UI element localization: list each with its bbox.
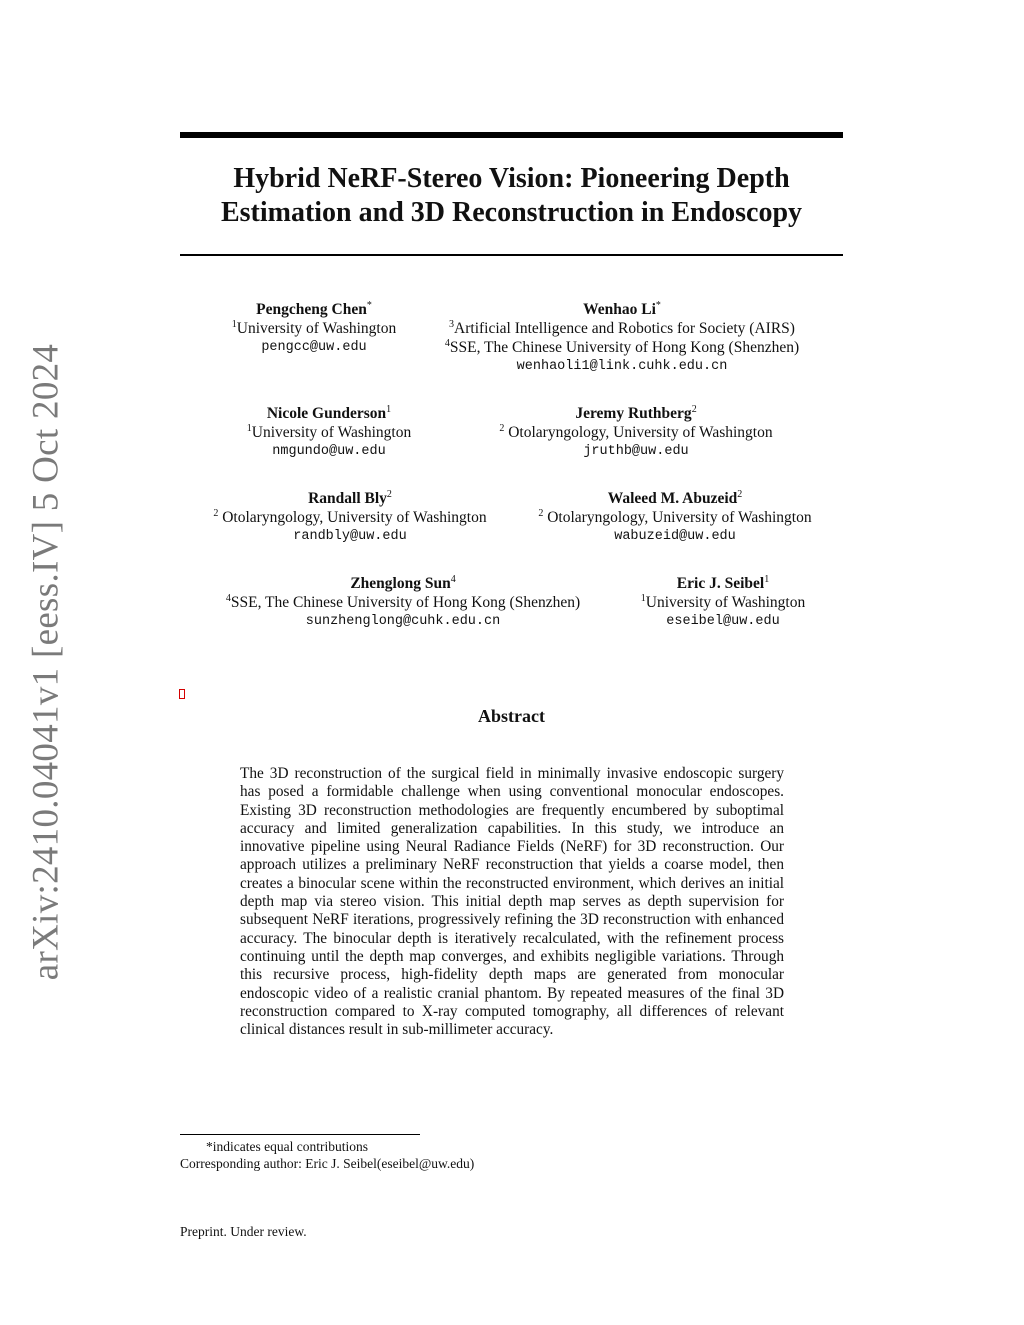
author-block	[193, 574, 613, 631]
affiliation-number: 1	[246, 422, 252, 434]
author-affiliation: University of Washington	[645, 594, 806, 611]
author-mark: 1	[764, 573, 770, 585]
affiliation-number: 2	[538, 507, 544, 519]
author-block	[515, 489, 835, 546]
author-name: Eric J. Seibel	[676, 575, 765, 592]
author-email: pengcc@uw.edu	[261, 340, 367, 355]
author-email: wenhaoli1@link.cuhk.edu.cn	[516, 359, 728, 374]
footnote-equal-contribution: *indicates equal contributions	[206, 1139, 368, 1154]
author-name: Nicole Gunderson	[266, 405, 387, 422]
title-bottom-rule	[180, 254, 843, 256]
author-affiliation: University of Washington	[251, 424, 412, 441]
author-block	[219, 404, 439, 461]
author-affiliation: Artificial Intelligence and Robotics for Society (AIRS)	[454, 320, 795, 337]
author-affiliation: SSE, The Chinese University of Hong Kong (Shenzhen)	[449, 339, 800, 356]
affiliation-number: 4	[444, 337, 450, 349]
title-top-rule	[180, 132, 843, 138]
link-annotation-marker	[179, 689, 185, 699]
affiliation-number: 2	[213, 507, 219, 519]
author-mark: *	[655, 299, 661, 311]
footnote-rule	[180, 1134, 420, 1135]
author-mark: 1	[386, 403, 392, 415]
affiliation-number: 1	[231, 318, 237, 330]
author-name: Pengcheng Chen	[256, 301, 367, 318]
affiliation-number: 3	[449, 318, 455, 330]
author-mark: 2	[737, 488, 743, 500]
author-block	[618, 574, 828, 631]
author-block	[412, 300, 832, 376]
arxiv-identifier: arXiv:2410.04041v1 [eess.IV] 5 Oct 2024	[25, 343, 67, 981]
author-block	[190, 489, 510, 546]
author-email: wabuzeid@uw.edu	[614, 529, 736, 544]
author-name: Waleed M. Abuzeid	[607, 490, 738, 507]
affiliation-number: 1	[640, 592, 646, 604]
author-affiliation: Otolaryngology, University of Washington	[218, 509, 487, 526]
preprint-notice: Preprint. Under review.	[180, 1224, 307, 1239]
affiliation-number: 4	[225, 592, 231, 604]
author-mark: 2	[386, 488, 392, 500]
author-affiliation: Otolaryngology, University of Washington	[504, 424, 773, 441]
author-mark: 4	[450, 573, 456, 585]
author-affiliation: University of Washington	[236, 320, 397, 337]
author-email: sunzhenglong@cuhk.edu.cn	[305, 614, 501, 629]
author-name: Jeremy Ruthberg	[575, 405, 692, 422]
author-affiliation: Otolaryngology, University of Washington	[543, 509, 812, 526]
author-name: Zhenglong Sun	[350, 575, 451, 592]
author-name: Randall Bly	[308, 490, 387, 507]
abstract-heading: Abstract	[478, 706, 545, 726]
author-email: nmgundo@uw.edu	[272, 444, 386, 459]
author-block	[209, 300, 419, 357]
author-email: jruthb@uw.edu	[583, 444, 689, 459]
paper-title: Hybrid NeRF-Stereo Vision: Pioneering Depth Estimation and 3D Reconstruction in Endoscopy	[220, 163, 803, 228]
footnote-corresponding-author: Corresponding author: Eric J. Seibel(eseibel@uw.edu)	[180, 1156, 475, 1171]
author-email: randbly@uw.edu	[293, 529, 407, 544]
affiliation-number: 2	[499, 422, 505, 434]
author-mark: *	[366, 299, 372, 311]
abstract-text: The 3D reconstruction of the surgical field in minimally invasive endoscopic surgery has posed a formidable challenge when using conventional monocular endoscopes. Existing 3D reconstruction methodologies are frequently encumbered by suboptimal accuracy and limited generalization capabilities. In this study, we introduce an innovative pipeline using Neural Radiance Fields (NeRF) for 3D reconstruction. Our approach utilizes a preliminary NeRF reconstruction that yields a coarse model, then creates a binocular scene within the reconstructed environment, which derives an initial depth map via stereo vision. This initial depth map serves as depth supervision for subsequent NeRF iterations, progressively refining the 3D reconstruction with enhanced accuracy. The binocular depth is iteratively recalculated, with the refinement process continuing until the depth map converges, and exhibits negligible variations. Through this recursive process, high-fidelity depth maps are generated from monocular endoscopic video of a realistic cranial phantom. By repeated measures of the final 3D reconstruction compared to X-ray computed tomography, all differences of relevant clinical distances result in sub-millimeter accuracy.	[240, 765, 784, 1039]
author-name: Wenhao Li	[583, 301, 656, 318]
author-affiliation: SSE, The Chinese University of Hong Kong (Shenzhen)	[230, 594, 581, 611]
author-mark: 2	[691, 403, 697, 415]
author-block	[476, 404, 796, 461]
author-email: eseibel@uw.edu	[666, 614, 780, 629]
